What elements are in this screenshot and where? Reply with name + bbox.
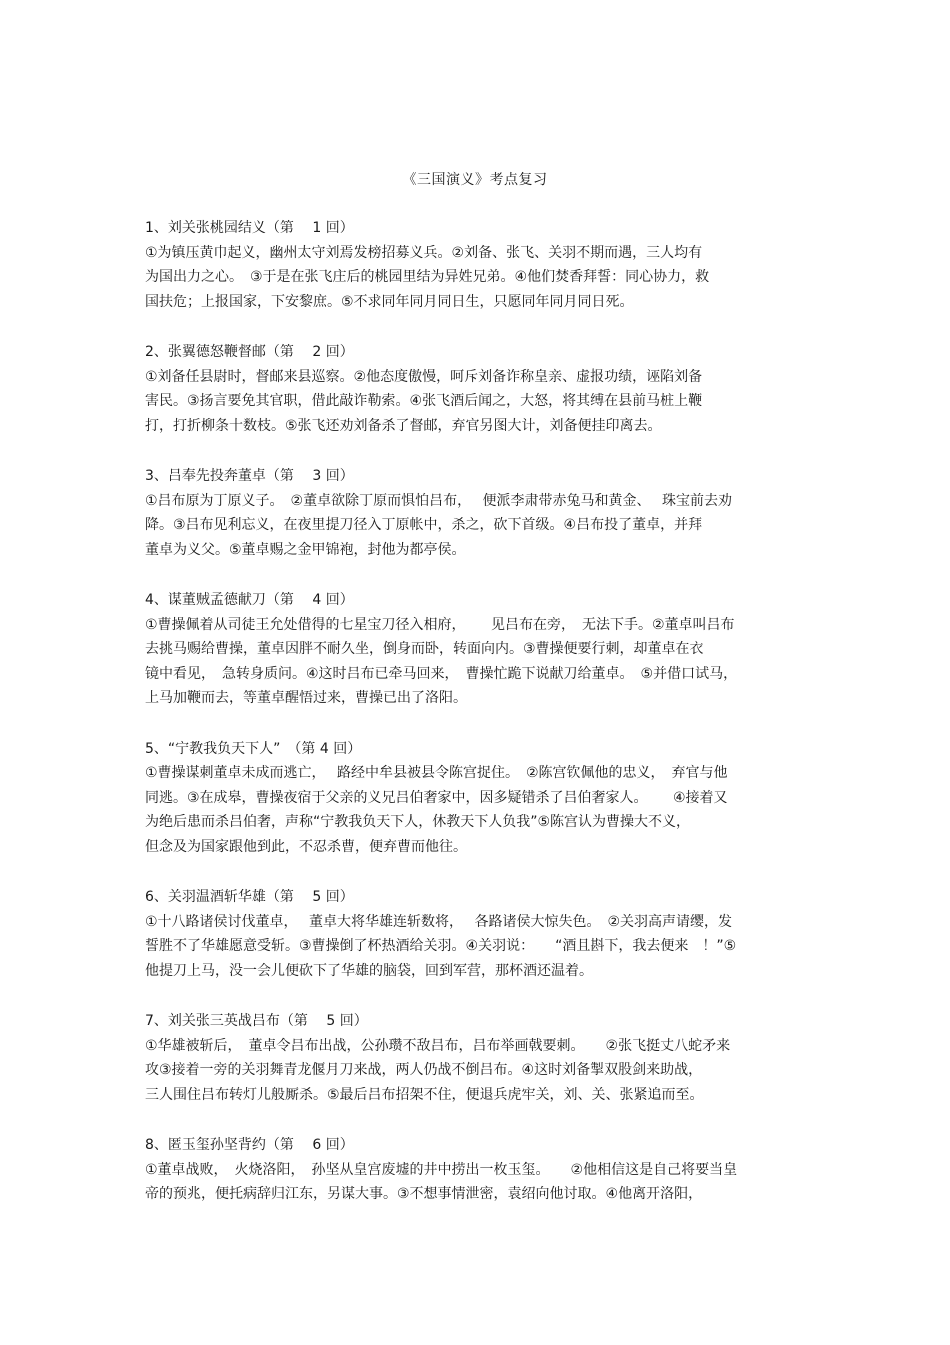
section-heading: 1、刘关张桃园结义（第 1 回） — [145, 220, 354, 236]
section-8 — [145, 1133, 825, 1207]
section-7 — [145, 1009, 825, 1107]
section-heading: 2、张翼德怒鞭督邮（第 2 回） — [145, 344, 354, 360]
section-heading: 7、刘关张三英战吕布（第 5 回） — [145, 1013, 368, 1029]
section-line: ①刘备任县尉时，督邮来县巡察。②他态度傲慢，呵斥刘备诈称皇亲、虚报功绩，诬陷刘备 — [145, 368, 703, 385]
section-5 — [145, 737, 825, 860]
section-heading: 8、匿玉玺孙坚背约（第 6 回） — [145, 1137, 354, 1153]
section-line: 他提刀上马，没一会儿便砍下了华雄的脑袋，回到军营，那杯酒还温着。 — [145, 962, 593, 979]
section-heading: 6、关羽温酒斩华雄（第 5 回） — [145, 889, 354, 905]
section-line: 三人围住吕布转灯儿般厮杀。⑤最后吕布招架不住，便退兵虎牢关，刘、关、张紧追而至。 — [145, 1086, 704, 1103]
section-heading: 3、吕奉先投奔董卓（第 3 回） — [145, 468, 354, 484]
section-line: 董卓为义父。⑤董卓赐之金甲锦袍，封他为都亭侯。 — [145, 541, 466, 558]
section-heading: 4、谋董贼孟德献刀（第 4 回） — [145, 592, 354, 608]
section-line: 国扶危；上报国家，下安黎庶。⑤不求同年同月同日生，只愿同年同月同日死。 — [145, 293, 634, 310]
section-line: ①华雄被斩后， 董卓令吕布出战，公孙瓒不敌吕布，吕布举画戟要刺。 ②张飞挺丈八蛇矛来 — [145, 1037, 731, 1054]
section-line: 害民。③扬言要免其官职，借此敲诈勒索。④张飞酒后闻之，大怒，将其缚在县前马桩上鞭 — [145, 393, 703, 409]
document-title: 《三国演义》考点复习 — [402, 172, 548, 188]
section-line: 帝的预兆，便托病辞归江东，另谋大事。③不想事情泄密，袁绍向他讨取。④他离开洛阳， — [145, 1186, 703, 1202]
section-6 — [145, 885, 825, 983]
section-line: 但念及为国家跟他到此，不忍杀曹，便弃曹而他往。 — [145, 838, 467, 855]
section-line: ①十八路诸侯讨伐董卓， 董卓大将华雄连斩数将， 各路诸侯大惊失色。 ②关羽高声请缨，发 — [145, 913, 732, 930]
section-line: ①为镇压黄巾起义，幽州太守刘焉发榜招募义兵。②刘备、张飞、关羽不期而遇，三人均有 — [145, 244, 703, 261]
section-2 — [145, 340, 825, 438]
section-line: 去挑马赐给曹操，董卓因胖不耐久坐，倒身而卧，转面向内。③曹操便要行刺，却董卓在衣 — [145, 641, 704, 657]
section-3 — [145, 464, 825, 562]
section-line: ①董卓战败， 火烧洛阳， 孙坚从皇宫废墟的井中捞出一枚玉玺。 ②他相信这是自己将要当皇 — [145, 1161, 738, 1178]
section-line: 同逃。③在成皋，曹操夜宿于父亲的义兄吕伯奢家中，因多疑错杀了吕伯奢家人。 ④接着又 — [145, 789, 728, 806]
section-line: ①曹操谋刺董卓未成而逃亡， 路经中牟县被县令陈宫捉住。 ②陈宫钦佩他的忠义， 弃官与他 — [145, 765, 728, 781]
section-line: 攻③接着一旁的关羽舞青龙偃月刀来战，两人仍战不倒吕布。④这时刘备掣双股剑来助战， — [145, 1062, 703, 1078]
section-heading: 5、“宁教我负天下人” （第 4 回） — [145, 740, 362, 757]
document-body — [145, 216, 825, 1233]
section-4 — [145, 588, 825, 711]
section-line: ①吕布原为丁原义子。 ②董卓欲除丁原而惧怕吕布， 便派李肃带赤兔马和黄金、 珠宝前去劝 — [145, 492, 732, 509]
section-line: ①曹操佩着从司徒王允处借得的七星宝刀径入相府， 见吕布在旁， 无法下手。②董卓叫吕布 — [145, 616, 735, 633]
section-line: 为绝后患而杀吕伯奢，声称“宁教我负天下人，休教天下人负我”⑤陈宫认为曹操大不义， — [145, 814, 691, 830]
section-line: 为国出力之心。 ③于是在张飞庄后的桃园里结为异姓兄弟。④他们焚香拜誓：同心协力，救 — [145, 269, 710, 285]
section-line: 镜中看见， 急转身质问。④这时吕布已牵马回来， 曹操忙跪下说献刀给董卓。 ⑤并借口试马， — [145, 665, 738, 682]
section-line: 上马加鞭而去，等董卓醒悟过来，曹操已出了洛阳。 — [145, 690, 467, 706]
section-line: 打，打折柳条十数枝。⑤张飞还劝刘备杀了督邮，弃官另图大计，刘备便挂印离去。 — [145, 417, 662, 434]
section-line: 降。③吕布见利忘义，在夜里提刀径入丁原帐中，杀之，砍下首级。④吕布投了董卓，并拜 — [145, 517, 703, 533]
section-1 — [145, 216, 825, 314]
section-line: 誓胜不了华雄愿意受斩。③曹操倒了杯热酒给关羽。④关羽说： “酒且斟下，我去便来 ！”⑤ — [145, 938, 737, 954]
